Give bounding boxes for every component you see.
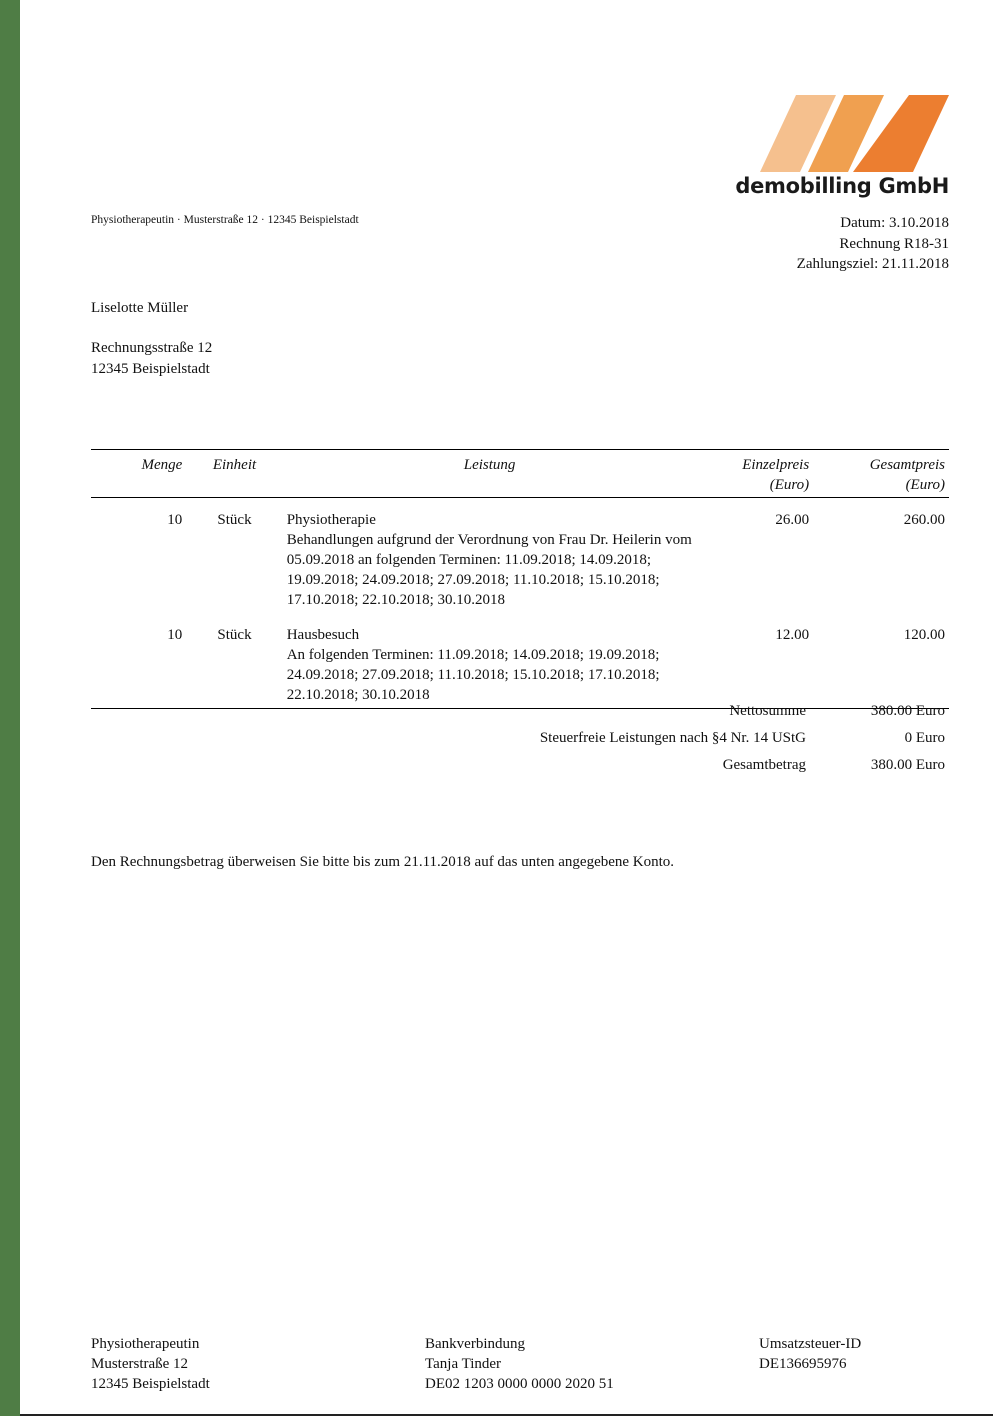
footer-bank-line2: Tanja Tinder bbox=[425, 1356, 502, 1372]
row-menge: 10 bbox=[167, 512, 183, 528]
header-einzelpreis-label: Einzelpreis bbox=[742, 457, 810, 473]
logo-company-name: demobilling GmbH bbox=[735, 174, 949, 198]
sender-address-line: Physiotherapeutin · Musterstraße 12 · 12345 Beispielstadt bbox=[91, 214, 359, 226]
header-einzelpreis bbox=[696, 450, 813, 498]
row-menge: 10 bbox=[91, 613, 186, 709]
invoice-meta bbox=[797, 213, 949, 275]
footer-tax-line1: Umsatzsteuer-ID bbox=[759, 1336, 862, 1352]
footer-address-line1: Physiotherapeutin bbox=[91, 1336, 200, 1352]
gesamt-label: Gesamtbetrag bbox=[722, 757, 806, 773]
footer-tax-line2: DE136695976 bbox=[759, 1356, 847, 1372]
totals-row-gesamt bbox=[91, 755, 949, 782]
header-menge: Menge bbox=[91, 450, 186, 498]
header-gesamtpreis-label: Gesamtpreis bbox=[869, 457, 945, 473]
table-row bbox=[91, 613, 949, 709]
recipient-address bbox=[91, 298, 212, 380]
recipient-city: 12345 Beispielstadt bbox=[91, 361, 210, 377]
steuer-value: 0 Euro bbox=[904, 730, 945, 746]
company-logo bbox=[735, 92, 952, 202]
recipient-street: Rechnungsstraße 12 bbox=[91, 340, 213, 356]
footer-bank-line1: Bankverbindung bbox=[425, 1336, 525, 1352]
header-einzelpreis-unit: (Euro) bbox=[769, 477, 810, 493]
invoice-date: Datum: 3.10.2018 bbox=[840, 215, 949, 231]
payment-due: Zahlungsziel: 21.11.2018 bbox=[796, 256, 949, 272]
footer-address-line2: Musterstraße 12 bbox=[91, 1356, 189, 1372]
row-leistung bbox=[283, 613, 697, 709]
payment-note: Den Rechnungsbetrag überweisen Sie bitte bis zum 21.11.2018 auf das unten angegebene Konto. bbox=[91, 854, 675, 870]
totals-row-netto bbox=[91, 701, 949, 728]
logo-stripes-icon bbox=[756, 92, 952, 174]
footer-bank bbox=[425, 1334, 614, 1394]
footer-address bbox=[91, 1334, 210, 1394]
gesamt-value: 380.00 Euro bbox=[870, 757, 945, 773]
totals-row-steuer bbox=[91, 728, 949, 755]
row-einzelpreis: 12.00 bbox=[696, 613, 813, 709]
row-gesamtpreis: 120.00 bbox=[813, 613, 949, 709]
header-einheit: Einheit bbox=[186, 450, 282, 498]
table-header-row bbox=[91, 450, 949, 498]
header-leistung: Leistung bbox=[283, 450, 697, 498]
recipient-name: Liselotte Müller bbox=[91, 300, 189, 316]
row-leistung bbox=[283, 498, 697, 614]
header-gesamtpreis bbox=[813, 450, 949, 498]
steuer-label: Steuerfreie Leistungen nach §4 Nr. 14 UStG bbox=[539, 730, 806, 746]
row-description: An folgenden Terminen: 11.09.2018; 14.09.2018; 19.09.2018; 24.09.2018; 27.09.2018; 11.10.2018; 15.10.2018; 17.10.2018; 22.10.2018; 30.10.2018 bbox=[286, 647, 660, 703]
footer-bank-line3: DE02 1203 0000 0000 2020 51 bbox=[425, 1376, 614, 1392]
header-gesamtpreis-unit: (Euro) bbox=[905, 477, 945, 493]
row-gesamtpreis: 260.00 bbox=[903, 512, 945, 528]
footer-address-line3: 12345 Beispielstadt bbox=[91, 1376, 210, 1392]
row-description: Behandlungen aufgrund der Verordnung von Frau Dr. Heilerin vom 05.09.2018 an folgenden Terminen: 11.09.2018; 14.09.2018; 19.09.2018; 24.09.2018; 27.09.2018; 11.10.2018; 15.10.2018; 17.10.2018; 22.10.2018; 30.10.2018 bbox=[286, 532, 692, 608]
row-einheit: Stück bbox=[217, 512, 252, 528]
invoice-number: Rechnung R18-31 bbox=[839, 235, 949, 252]
totals-table bbox=[91, 701, 949, 782]
row-title: Physiotherapie bbox=[286, 512, 376, 528]
row-einheit: Stück bbox=[186, 613, 282, 709]
footer-tax bbox=[759, 1334, 861, 1374]
netto-label: Nettosumme bbox=[729, 703, 806, 719]
line-items-table bbox=[91, 449, 949, 709]
green-side-bar bbox=[0, 0, 20, 1416]
row-einzelpreis: 26.00 bbox=[775, 512, 810, 528]
table-row bbox=[91, 498, 949, 614]
row-title: Hausbesuch bbox=[286, 627, 360, 643]
netto-value: 380.00 Euro bbox=[870, 703, 945, 719]
